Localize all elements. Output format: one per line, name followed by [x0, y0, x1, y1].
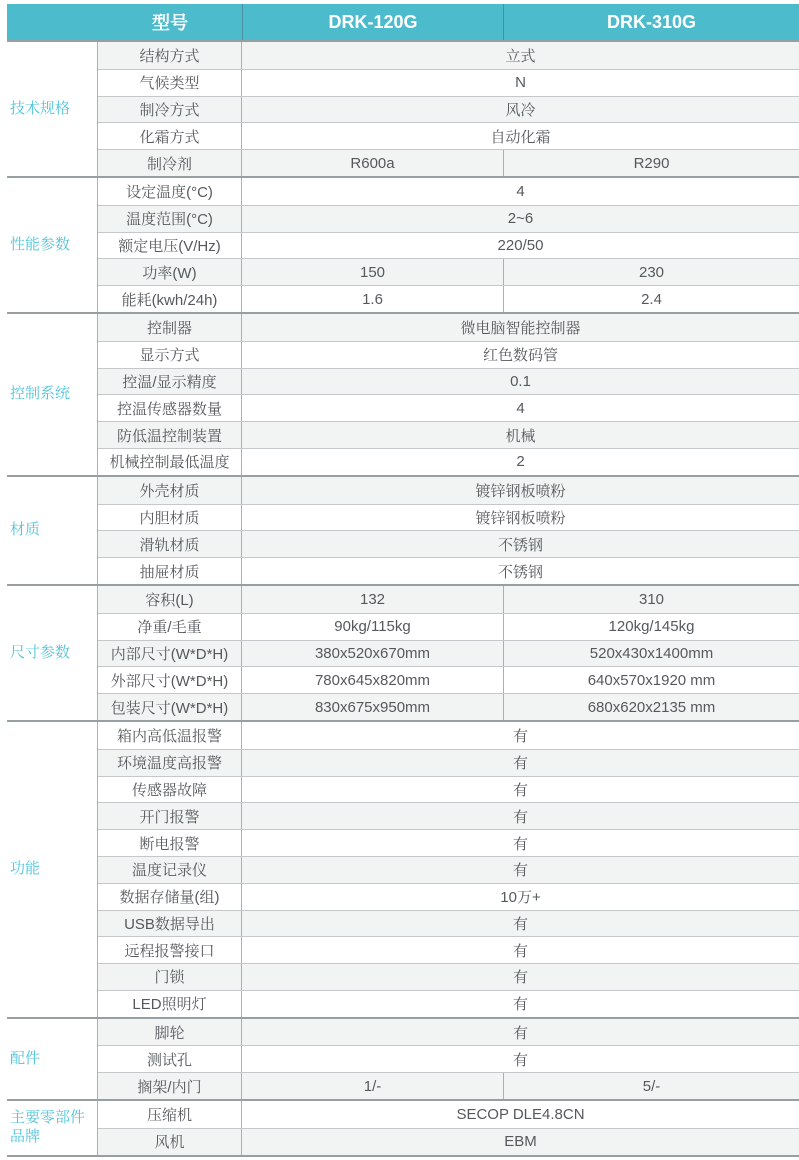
spec-label: 数据存储量(组) [98, 884, 242, 910]
spec-label: 开门报警 [98, 803, 242, 829]
spec-label: 气候类型 [98, 70, 242, 96]
spec-value-both-models: 自动化霜 [490, 128, 551, 146]
category-label: 主要零部件品牌 [10, 1109, 86, 1145]
spec-label: 净重/毛重 [98, 614, 242, 640]
spec-value-model-2: 310 [503, 586, 799, 613]
spec-row [98, 122, 799, 149]
spec-value-model-1: 132 [359, 590, 386, 608]
spec-label: 控制器 [98, 314, 242, 341]
spec-row [98, 477, 799, 504]
spec-row [98, 1101, 799, 1128]
spec-row [98, 232, 799, 259]
spec-row [98, 258, 799, 285]
category-label: 功能 [10, 859, 41, 877]
category-cell [7, 1101, 98, 1155]
table-header [7, 4, 799, 40]
spec-row [98, 693, 799, 720]
category-label: 性能参数 [10, 235, 71, 253]
spec-label: 搁架/内门 [98, 1073, 242, 1099]
spec-value-both-models: 有 [512, 915, 528, 933]
spec-row [98, 205, 799, 232]
category-cell [7, 314, 98, 475]
spec-value-both-models: 有 [512, 727, 528, 745]
category-label: 控制系统 [10, 384, 71, 402]
spec-label: 滑轨材质 [98, 531, 242, 557]
spec-row [98, 776, 799, 803]
spec-value-model-1: R600a [350, 154, 395, 172]
spec-label: 功率(W) [98, 259, 242, 285]
spec-row [98, 802, 799, 829]
spec-row [98, 530, 799, 557]
spec-table [7, 4, 799, 1157]
spec-row [98, 990, 799, 1017]
spec-row [98, 936, 799, 963]
spec-label: 机械控制最低温度 [98, 449, 242, 475]
category-label: 材质 [10, 520, 41, 538]
spec-section [7, 176, 799, 312]
spec-label: 外部尺寸(W*D*H) [98, 667, 242, 693]
spec-value-both-models: 机械 [505, 427, 536, 445]
spec-label: 温度范围(°C) [98, 206, 242, 232]
spec-label: 容积(L) [98, 586, 242, 613]
spec-label: LED照明灯 [98, 991, 242, 1017]
spec-value-both-models: 4 [516, 399, 525, 417]
spec-label: 断电报警 [98, 830, 242, 856]
spec-value-both-models: 有 [512, 996, 528, 1014]
spec-section [7, 40, 799, 176]
spec-value-both-models: SECOP DLE4.8CN [456, 1105, 585, 1123]
spec-value-model-2: 120kg/145kg [503, 614, 799, 640]
spec-row [98, 910, 799, 937]
spec-label: 风机 [98, 1129, 242, 1155]
spec-row [98, 1128, 799, 1155]
spec-value-model-1: 380x520x670mm [314, 644, 431, 662]
spec-label: USB数据导出 [98, 911, 242, 937]
spec-label: 设定温度(°C) [98, 178, 242, 205]
spec-label: 化霜方式 [98, 123, 242, 149]
spec-label: 制冷剂 [98, 150, 242, 176]
spec-row [98, 96, 799, 123]
spec-value-both-models: 有 [512, 1024, 528, 1042]
spec-row [98, 1072, 799, 1099]
spec-value-both-models: 风冷 [505, 101, 536, 119]
spec-section [7, 1099, 799, 1157]
spec-label: 传感器故障 [98, 777, 242, 803]
spec-value-both-models: 镀锌钢板喷粉 [475, 482, 566, 500]
spec-value-both-models: 有 [512, 781, 528, 799]
spec-row [98, 149, 799, 176]
spec-row [98, 640, 799, 667]
spec-value-both-models: 有 [512, 969, 528, 987]
spec-row [98, 1019, 799, 1046]
spec-value-model-1: 1.6 [362, 290, 383, 308]
spec-label: 门锁 [98, 964, 242, 990]
spec-row [98, 883, 799, 910]
spec-row [98, 341, 799, 368]
spec-value-both-models: EBM [504, 1133, 537, 1151]
spec-row [98, 963, 799, 990]
spec-value-model-1: 830x675x950mm [314, 698, 431, 716]
spec-value-both-models: N [515, 74, 526, 92]
spec-row [98, 368, 799, 395]
spec-label: 脚轮 [98, 1019, 242, 1046]
spec-row [98, 722, 799, 749]
spec-value-model-1: 1/- [363, 1077, 382, 1095]
spec-label: 测试孔 [98, 1046, 242, 1072]
category-label: 技术规格 [10, 99, 71, 117]
spec-value-both-models: 有 [512, 835, 528, 853]
spec-value-both-models: 不锈钢 [497, 536, 543, 554]
spec-label: 额定电压(V/Hz) [98, 233, 242, 259]
spec-value-model-2: 520x430x1400mm [503, 641, 799, 667]
category-cell [7, 178, 98, 312]
spec-row [98, 586, 799, 613]
spec-section [7, 475, 799, 584]
spec-label: 内部尺寸(W*D*H) [98, 641, 242, 667]
spec-value-both-models: 立式 [505, 47, 536, 65]
spec-label: 包装尺寸(W*D*H) [98, 694, 242, 720]
spec-value-both-models: 有 [512, 862, 528, 880]
spec-value-both-models: 有 [512, 942, 528, 960]
spec-value-both-models: 220/50 [497, 236, 544, 254]
category-cell [7, 477, 98, 584]
spec-value-both-models: 2 [516, 453, 525, 471]
spec-row [98, 42, 799, 69]
category-cell [7, 1019, 98, 1099]
spec-value-both-models: 10万+ [500, 889, 541, 907]
header-category-spacer [7, 4, 98, 40]
spec-row [98, 1045, 799, 1072]
spec-row [98, 394, 799, 421]
spec-value-model-2: 680x620x2135 mm [503, 694, 799, 720]
spec-section [7, 720, 799, 1017]
spec-row [98, 448, 799, 475]
spec-value-both-models: 0.1 [510, 372, 531, 390]
spec-value-both-models: 红色数码管 [482, 347, 558, 365]
spec-label: 能耗(kwh/24h) [98, 286, 242, 312]
category-cell [7, 722, 98, 1017]
spec-value-model-2: 230 [503, 259, 799, 285]
spec-row [98, 314, 799, 341]
spec-row [98, 285, 799, 312]
spec-value-both-models: 4 [516, 182, 525, 200]
spec-value-both-models: 有 [512, 755, 528, 773]
model-name-drk-120g: DRK-120G [242, 4, 503, 40]
spec-label: 防低温控制装置 [98, 422, 242, 448]
spec-value-model-2: R290 [503, 150, 799, 176]
spec-row [98, 829, 799, 856]
spec-label: 控温/显示精度 [98, 369, 242, 395]
spec-label: 远程报警接口 [98, 937, 242, 963]
spec-value-both-models: 镀锌钢板喷粉 [475, 509, 566, 527]
spec-label: 制冷方式 [98, 97, 242, 123]
spec-label: 压缩机 [98, 1101, 242, 1128]
spec-label: 环境温度高报警 [98, 750, 242, 776]
spec-value-model-2: 2.4 [503, 286, 799, 312]
spec-row [98, 178, 799, 205]
spec-section [7, 312, 799, 475]
spec-value-model-1: 780x645x820mm [314, 671, 431, 689]
model-row-label: 型号 [152, 13, 188, 33]
spec-row [98, 613, 799, 640]
spec-row [98, 749, 799, 776]
category-cell [7, 42, 98, 176]
spec-label: 显示方式 [98, 342, 242, 368]
spec-section [7, 1017, 799, 1099]
category-cell [7, 586, 98, 720]
category-label: 尺寸参数 [10, 643, 71, 661]
spec-value-both-models: 2~6 [507, 210, 534, 228]
spec-label: 温度记录仪 [98, 857, 242, 883]
spec-value-both-models: 微电脑智能控制器 [460, 319, 581, 337]
table-body [7, 40, 799, 1157]
spec-label: 箱内高低温报警 [98, 722, 242, 749]
spec-row [98, 666, 799, 693]
spec-label: 结构方式 [98, 42, 242, 69]
spec-value-both-models: 有 [512, 808, 528, 826]
spec-label: 抽屉材质 [98, 558, 242, 584]
spec-value-both-models: 不锈钢 [497, 563, 543, 581]
spec-label: 内胆材质 [98, 505, 242, 531]
spec-section [7, 584, 799, 720]
spec-row [98, 69, 799, 96]
spec-label: 控温传感器数量 [98, 395, 242, 421]
spec-value-both-models: 有 [512, 1051, 528, 1069]
spec-value-model-1: 150 [359, 263, 386, 281]
category-label: 配件 [10, 1049, 41, 1067]
spec-row [98, 504, 799, 531]
spec-value-model-1: 90kg/115kg [334, 618, 411, 636]
spec-row [98, 856, 799, 883]
spec-row [98, 557, 799, 584]
model-name-drk-310g: DRK-310G [503, 4, 799, 40]
spec-value-model-2: 5/- [503, 1073, 799, 1099]
spec-label: 外壳材质 [98, 477, 242, 504]
spec-row [98, 421, 799, 448]
spec-value-model-2: 640x570x1920 mm [503, 667, 799, 693]
